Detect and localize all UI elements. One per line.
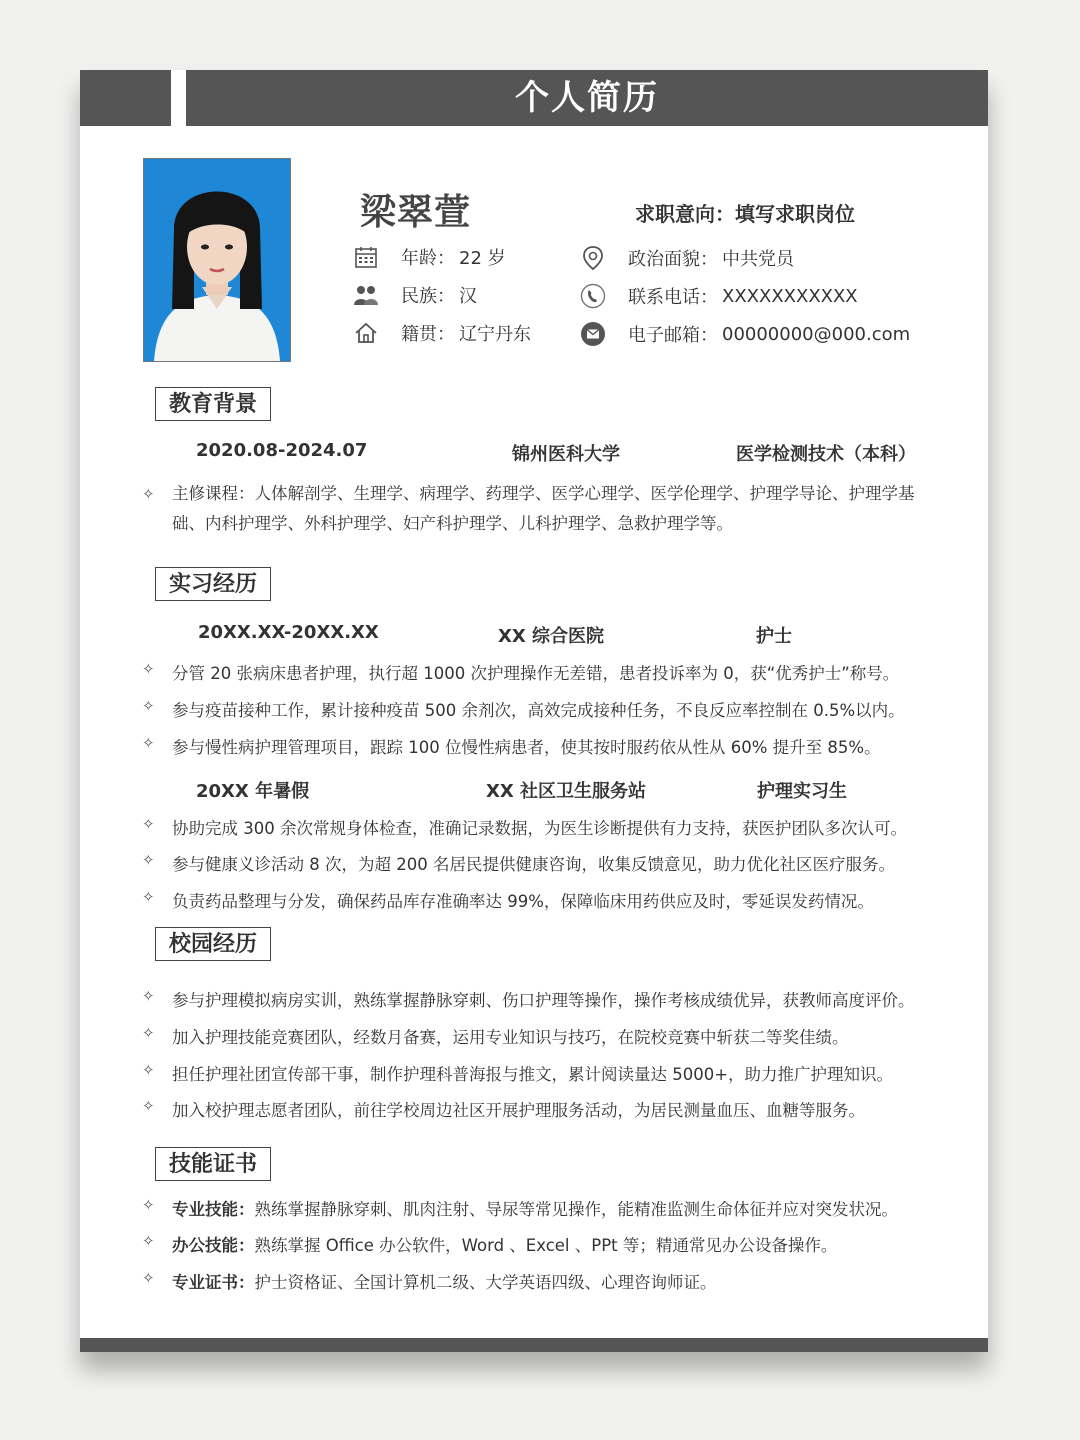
email-label: 电子邮箱：	[628, 325, 718, 346]
people-icon	[353, 282, 379, 308]
footer-bar	[80, 1338, 988, 1352]
age-value: 22 岁	[459, 248, 506, 269]
job-2-org: XX 社区卫生服务站	[486, 781, 647, 802]
education-courses	[142, 479, 932, 539]
section-campus-title: 校园经历	[155, 927, 271, 961]
star-bullet-icon: ✧	[142, 888, 155, 906]
job-1-period: 20XX.XX-20XX.XX	[198, 622, 379, 643]
list-item: ✧ 加入护理技能竞赛团队，经数月备赛，运用专业知识与技巧，在院校竞赛中斩获二等奖佳绩。	[142, 1024, 849, 1047]
star-bullet-icon: ✧	[142, 851, 155, 869]
mail-icon	[580, 321, 606, 347]
education-period: 2020.08-2024.07	[196, 440, 368, 461]
candidate-name: 梁翠萱	[360, 192, 472, 233]
star-bullet-icon: ✧	[142, 1024, 155, 1042]
location-icon	[580, 245, 606, 271]
age-row	[353, 244, 506, 270]
list-item: ✧ 担任护理社团宣传部干事，制作护理科普海报与推文，累计阅读量达 5000+，助力推广护理知识。	[142, 1061, 894, 1084]
politics-label: 政治面貌：	[628, 249, 718, 270]
politics-row	[580, 245, 794, 271]
calendar-icon	[353, 244, 379, 270]
list-item: ✧ 负责药品整理与分发，确保药品库存准确率达 99%，保障临床用药供应及时，零延误发药情况。	[142, 888, 874, 911]
education-major: 医学检测技术（本科）	[736, 444, 916, 465]
list-item: ✧ 分管 20 张病床患者护理，执行超 1000 次护理操作无差错，患者投诉率为 0，获“优秀护士”称号。	[142, 660, 900, 683]
star-bullet-icon: ✧	[142, 1097, 155, 1115]
star-bullet-icon: ✧	[142, 660, 155, 678]
politics-value: 中共党员	[722, 249, 794, 270]
ethnicity-value: 汉	[459, 286, 477, 307]
ethnicity-label: 民族：	[401, 286, 455, 307]
star-bullet-icon: ✧	[142, 987, 155, 1005]
section-skills-title: 技能证书	[155, 1147, 271, 1181]
resume-page	[80, 70, 988, 1352]
star-bullet-icon: ✧	[142, 815, 155, 833]
job-2-role: 护理实习生	[757, 781, 847, 802]
origin-label: 籍贯：	[401, 324, 455, 345]
list-item: ✧ 专业证书： 护士资格证、全国计算机二级、大学英语四级、心理咨询师证。	[142, 1269, 717, 1292]
list-item: ✧ 参与慢性病护理管理项目，跟踪 100 位慢性病患者，使其按时服药依从性从 60% 提升至 85%。	[142, 734, 881, 757]
section-internship-title: 实习经历	[155, 567, 271, 601]
courses-text: 主修课程：人体解剖学、生理学、病理学、药理学、医学心理学、医学伦理学、护理学导论、护理学基础、内科护理学、外科护理学、妇产科护理学、儿科护理学、急救护理学等。	[172, 484, 915, 533]
star-bullet-icon: ✧	[142, 1196, 155, 1214]
star-bullet-icon: ✧	[142, 1061, 155, 1079]
star-bullet-icon: ✧	[142, 1232, 155, 1250]
star-bullet-icon: ✧	[142, 734, 155, 752]
job-2-period: 20XX 年暑假	[196, 781, 310, 802]
star-bullet-icon: ✧	[142, 485, 155, 503]
home-icon	[353, 320, 379, 346]
section-education-title: 教育背景	[155, 387, 271, 421]
age-label: 年龄：	[401, 248, 455, 269]
phone-icon	[580, 283, 606, 309]
job-1-role: 护士	[756, 626, 792, 647]
ethnicity-row	[353, 282, 477, 308]
education-school: 锦州医科大学	[512, 444, 620, 465]
list-item: ✧ 参与疫苗接种工作，累计接种疫苗 500 余剂次，高效完成接种任务，不良反应率控制在 0.5%以内。	[142, 697, 905, 720]
header-left-bar	[80, 70, 171, 126]
origin-value: 辽宁丹东	[459, 324, 531, 345]
phone-label: 联系电话：	[628, 287, 718, 308]
job-intent: 求职意向：填写求职岗位	[635, 202, 855, 226]
list-item: ✧ 参与健康义诊活动 8 次，为超 200 名居民提供健康咨询，收集反馈意见，助力优化社区医疗服务。	[142, 851, 895, 874]
page-title: 个人简历	[186, 70, 988, 126]
profile-photo	[143, 158, 291, 362]
list-item: ✧ 专业技能： 熟练掌握静脉穿刺、肌肉注射、导尿等常见操作，能精准监测生命体征并应对突发状况。	[142, 1196, 898, 1219]
email-row	[580, 321, 910, 347]
job-1-org: XX 综合医院	[498, 626, 605, 647]
list-item: ✧ 办公技能： 熟练掌握 Office 办公软件，Word 、Excel 、PPt 等；精通常见办公设备操作。	[142, 1232, 838, 1255]
origin-row	[353, 320, 531, 346]
phone-value: XXXXXXXXXXX	[722, 285, 858, 307]
list-item: ✧ 参与护理模拟病房实训，熟练掌握静脉穿刺、伤口护理等操作，操作考核成绩优异，获教师高度评价。	[142, 987, 915, 1010]
list-item: ✧ 加入校护理志愿者团队，前往学校周边社区开展护理服务活动，为居民测量血压、血糖等服务。	[142, 1097, 865, 1120]
phone-row	[580, 283, 858, 309]
email-value: 00000000@000.com	[722, 323, 911, 345]
star-bullet-icon: ✧	[142, 697, 155, 715]
list-item: ✧ 协助完成 300 余次常规身体检查，准确记录数据，为医生诊断提供有力支持，获医护团队多次认可。	[142, 815, 907, 838]
star-bullet-icon: ✧	[142, 1269, 155, 1287]
